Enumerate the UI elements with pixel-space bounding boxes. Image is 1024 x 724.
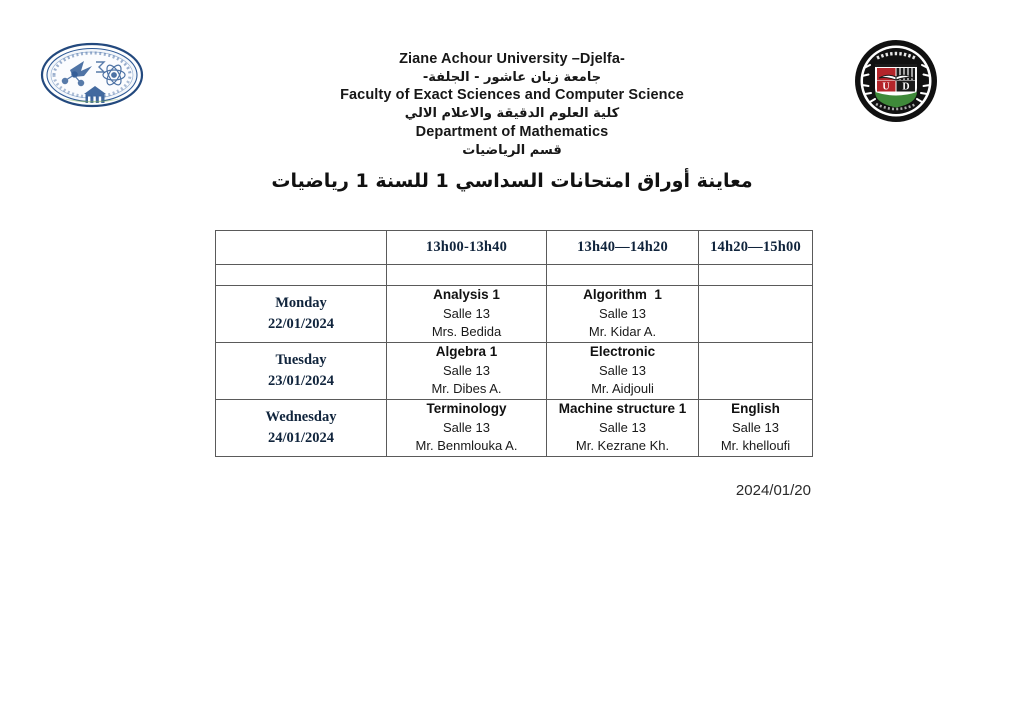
spacer-day-cell xyxy=(216,265,386,285)
table-corner-cell xyxy=(216,231,386,264)
exam-teacher: Mr. Dibes A. xyxy=(431,381,502,397)
exam-cell-tuesday-slot1 xyxy=(387,343,546,399)
exam-room: Salle 13 xyxy=(599,420,646,436)
day-name: Monday xyxy=(275,295,327,312)
svg-text:U: U xyxy=(882,81,890,93)
header-line-university-ar: جامعة زيان عاشور - الجلفة- xyxy=(422,70,602,86)
exam-room: Salle 13 xyxy=(443,420,490,436)
exam-room: Salle 13 xyxy=(443,306,490,322)
exam-cell-tuesday-slot3 xyxy=(699,343,812,399)
day-name: Tuesday xyxy=(275,352,327,369)
exam-teacher: Mr. Aidjouli xyxy=(591,381,654,397)
time-slot-header-3: 14h20—15h00 xyxy=(699,231,812,264)
table-spacer-row xyxy=(216,265,812,285)
exam-room: Salle 13 xyxy=(599,306,646,322)
spacer-cell-1 xyxy=(387,265,546,285)
exam-course: Analysis 1 xyxy=(433,287,500,303)
day-cell-tuesday xyxy=(216,343,386,399)
document-date: 2024/01/20 xyxy=(735,482,811,499)
table-row xyxy=(216,343,812,399)
exam-cell-monday-slot1 xyxy=(387,286,546,342)
exam-course: Terminology xyxy=(426,401,507,417)
exam-course: Algorithm 1 xyxy=(583,287,662,303)
table-row xyxy=(216,286,812,342)
spacer-cell-3 xyxy=(699,265,812,285)
exam-schedule-table-wrapper xyxy=(215,230,811,457)
day-date: 23/01/2024 xyxy=(267,373,335,389)
day-date: 22/01/2024 xyxy=(267,316,335,332)
document-header xyxy=(0,50,1024,159)
exam-teacher: Mr. Kidar A. xyxy=(588,324,657,340)
exam-schedule-table xyxy=(215,230,813,457)
exam-room: Salle 13 xyxy=(732,420,779,436)
exam-teacher: Mr. khelloufi xyxy=(720,438,791,454)
exam-cell-wednesday-slot3 xyxy=(699,400,812,456)
time-slot-header-2: 13h40—14h20 xyxy=(547,231,698,264)
day-cell-monday xyxy=(216,286,386,342)
header-line-faculty-en: Faculty of Exact Sciences and Computer Science xyxy=(340,87,684,104)
exam-course: Electronic xyxy=(589,344,656,360)
table-row xyxy=(216,400,812,456)
exam-teacher: Mr. Kezrane Kh. xyxy=(575,438,670,454)
svg-text:D: D xyxy=(902,81,910,93)
exam-cell-monday-slot3 xyxy=(699,286,812,342)
header-line-faculty-ar: كلية العلوم الدقيقة والاعلام الالي xyxy=(404,106,620,122)
table-header-row xyxy=(216,231,812,264)
exam-teacher: Mrs. Bedida xyxy=(431,324,502,340)
exam-cell-wednesday-slot2 xyxy=(547,400,698,456)
exam-room: Salle 13 xyxy=(443,363,490,379)
exam-cell-wednesday-slot1 xyxy=(387,400,546,456)
exam-teacher: Mr. Benmlouka A. xyxy=(415,438,518,454)
day-cell-wednesday xyxy=(216,400,386,456)
exam-course: Algebra 1 xyxy=(435,344,498,360)
day-date: 24/01/2024 xyxy=(267,430,335,446)
day-name: Wednesday xyxy=(265,409,337,426)
time-slot-header-1: 13h00-13h40 xyxy=(387,231,546,264)
header-line-university-en: Ziane Achour University –Djelfa- xyxy=(399,51,625,67)
page-title: معاينة أوراق امتحانات السداسي 1 للسنة 1 رياضيات xyxy=(271,170,753,192)
exam-cell-monday-slot2 xyxy=(547,286,698,342)
exam-course: Machine structure 1 xyxy=(558,401,687,417)
spacer-cell-2 xyxy=(547,265,698,285)
exam-room: Salle 13 xyxy=(599,363,646,379)
header-line-department-ar: قسم الرياضيات xyxy=(462,142,562,158)
exam-course: English xyxy=(731,401,780,417)
exam-cell-tuesday-slot2 xyxy=(547,343,698,399)
header-line-department-en: Department of Mathematics xyxy=(415,123,609,140)
